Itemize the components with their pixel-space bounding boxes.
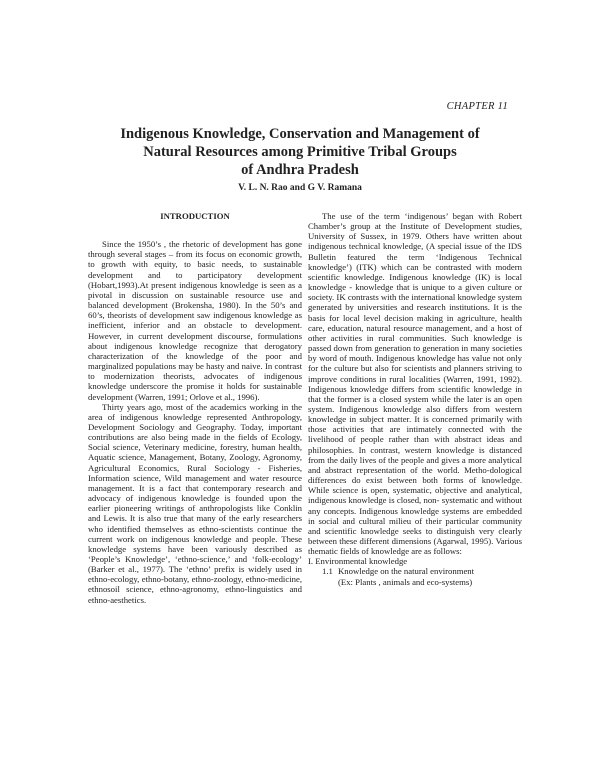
left-column xyxy=(88,211,302,605)
knowledge-fields-list xyxy=(308,556,522,586)
intro-paragraph-1: Since the 1950’s , the rhetoric of development has gone through several stages – from its focus on economic growth, to growth with equity, to basic needs, to sustainable development and to participatory development (Hobart,1993).At present indigenous knowledge is seen as a pivotal in discussion on sustainable resource use and balanced development (Brokensha, 1980). In the 50’s and 60’s, theorists of development saw indigenous knowledge as inefficient, inferior and an obstacle to development. However, in current development discourse, formulations about indigenous knowledge recognize that derogatory characterization of the knowledge of the poor and marginalized populations may be hasty and naive. In contrast to modernization theorists, advocates of indigenous knowledge underscore the promise it holds for sustainable development (Warren, 1991; Orlove et al., 1996). xyxy=(88,239,302,402)
right-column xyxy=(308,211,522,587)
title-line-1: Indigenous Knowledge, Conservation and Management of xyxy=(120,126,480,142)
list-item-subtext: (Ex: Plants , animals and eco-systems) xyxy=(338,576,473,587)
title-line-3: of Andhra Pradesh xyxy=(241,162,359,178)
list-item-text: Knowledge on the natural environment xyxy=(338,566,475,577)
intro-paragraph-2: Thirty years ago, most of the academics working in the area of indigenous knowledge represented Anthropology, Development Sociology and Geography. Today, important contributions are also being made in the fields of Ecology, Social science, Veterinary medicine, forestry, human health, Aquatic science, Management, Botany, Zoology, Agronomy, Agricultural Economics, Rural Sociology - Fisheries, Information science, Wild management and water resource management. It is a fact that contemporary research and advocacy of indigenous knowledge is founded upon the earlier pioneering writings of anthropologists like Conklin and Lewis. It is also true that many of the early researchers who identified themselves as ethno-scientists continue the current work on indigenous knowledge and people. These knowledge systems have been variously described as ‘People’s Knowledge’, ‘ethno-science,’ and ‘folk-ecology’ (Barker et al., 1977). The ‘ethno’ prefix is widely used in ethno-ecology, ethno-botany, ethno-zoology, ethno-medicine, ethnosoil science, ethno-agronomy, ethno-linguistics and ethno-aesthetics. xyxy=(88,401,302,605)
authors: V. L. N. Rao and G V. Ramana xyxy=(238,183,362,193)
list-item-number: 1.1 xyxy=(322,566,333,577)
list-item xyxy=(308,566,522,576)
section-heading-introduction: INTRODUCTION xyxy=(160,211,230,221)
right-paragraph-1: The use of the term ‘indigenous’ began with Robert Chamber’s group at the Institute of Development studies, University of Sussex, in 1979. Others have written about indigenous technical knowledge, (A special issue of the IDS Bulletin featured the term ‘Indigenous Technical knowledge’) (ITK) which can be contrasted with modern scientific knowledge. Indigenous knowledge (IK) is local knowledge - knowledge that is unique to a given culture or society. IK contrasts with the international knowledge system generated by universities and research institutions. It is the basis for local level decision making in agriculture, health care, education, natural resource management, and a host of other activities in rural communities. Such knowledge is passed down from generation to generation in many societies by word of mouth. Indigenous knowledge has value not only for the culture but also for scientists and planners striving to improve conditions in rural localities (Warren, 1991, 1992). Indigenous knowledge differs from scientific knowledge in that the former is a closed system while the later is an open system. Indigenous knowledge also differs from western knowledge in subject matter. It is concerned primarily with those activities that are intimately connected with the livelihood of people rather than with abstract ideas and philosophies. In contrast, western knowledge is distanced from the daily lives of the people and gives a more analytical and abstract representation of the world. Metho-dological differences do exist between both forms of knowledge. While science is open, systematic, objective and analytical, indigenous knowledge is closed, non- systematic and without any concepts. Indigenous knowledge systems are embedded in social and cultural milieu of their particular community and scientific knowledge seeks to distinguish very clearly between these different dimensions (Agarwal, 1995). Various thematic fields of knowledge are as follows: xyxy=(308,211,522,557)
title-line-2: Natural Resources among Primitive Tribal Groups xyxy=(143,144,457,160)
chapter-label: CHAPTER 11 xyxy=(446,101,508,112)
list-item: I. Environmental knowledge xyxy=(308,556,408,567)
paper-title xyxy=(90,125,510,179)
